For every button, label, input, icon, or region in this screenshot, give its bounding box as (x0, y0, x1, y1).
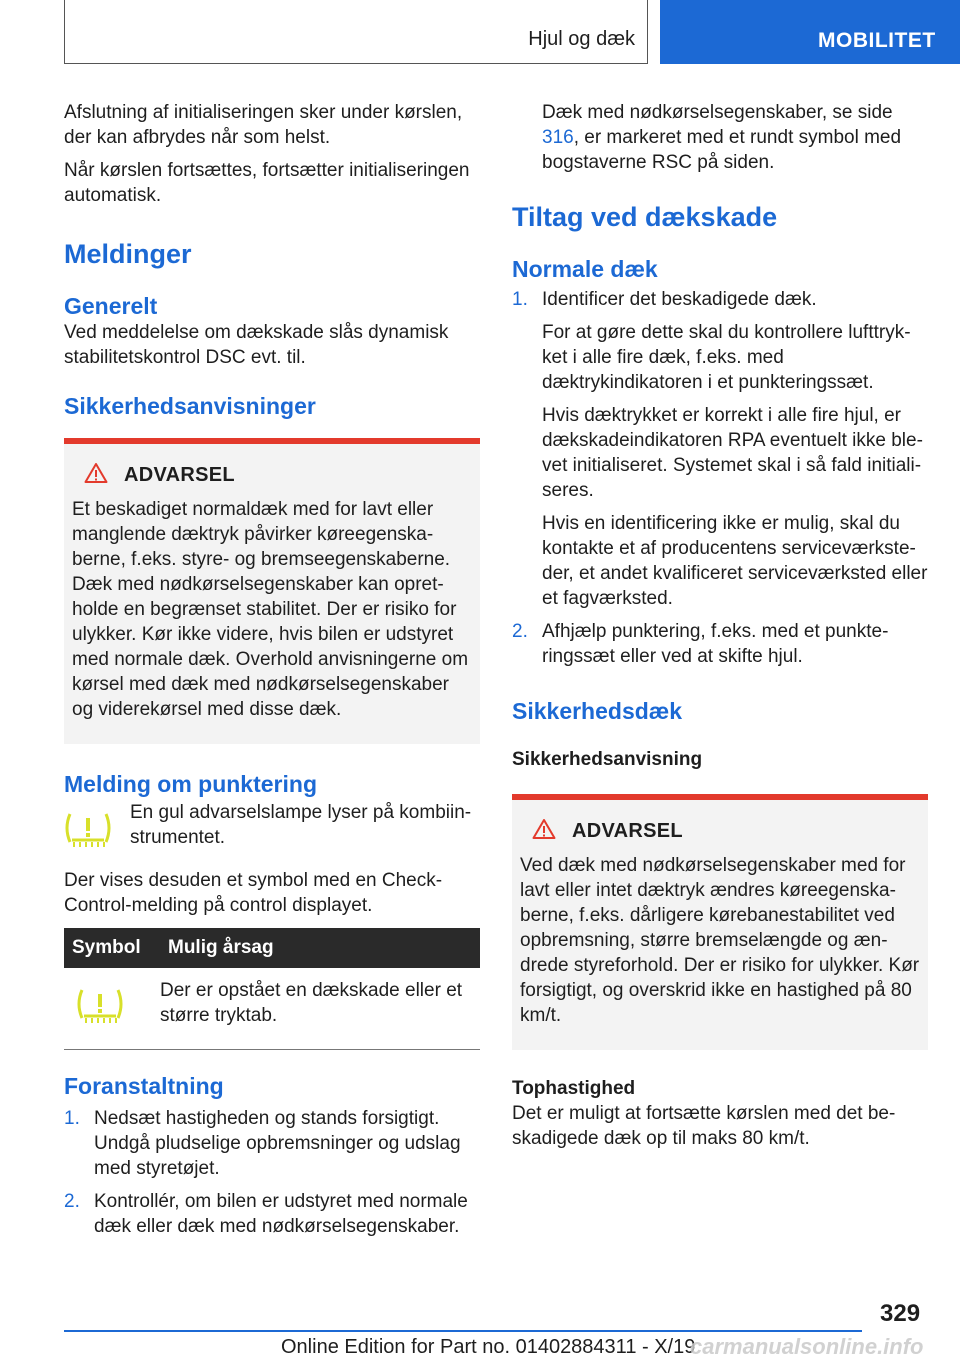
heading-melding-om-punktering: Melding om punktering (64, 771, 317, 797)
symbol-table (64, 928, 480, 1050)
heading-sikkerhedsanvisning: Sikkerhedsanvisning (512, 749, 703, 770)
heading-meldinger: Meldinger (64, 239, 192, 269)
punktering-row (64, 800, 480, 858)
warning-triangle-icon (84, 462, 108, 489)
right-column (512, 100, 928, 1159)
symbol-paragraph: Der vises desuden et symbol med en Check-Control-melding på control displayet. (64, 870, 443, 916)
step-number: 2. (64, 1191, 80, 1212)
rsc-text-pre: Dæk med nødkørselsegenskaber, se side (542, 102, 893, 123)
warning-text: Et beskadiget normaldæk med for lavt eller manglende dæktryk påvirker køreegenskaberne, f.eks. styre- og bremseegenskaberne. Dæk med nødkørselsegenskaber kan opretholde en begrænset stabilitet. Der er risiko for ulykker. Kør ikke videre, hvis bilen er udstyret med normale dæk. Overhold anvisningerne om kørsel med dæk med nødkørselsegenskaber og viderekørsel med disse dæk. (72, 499, 469, 720)
page-reference-link[interactable]: 316 (542, 127, 574, 148)
heading-sikkerhedsdaek: Sikkerhedsdæk (512, 698, 683, 724)
heading-sikkerhedsanvisninger: Sikkerhedsanvisninger (64, 393, 316, 419)
footer-edition: Online Edition for Part no. 01402884311 - X/19 (281, 1336, 696, 1358)
header-section-box (64, 0, 648, 64)
rsc-paragraph (512, 100, 928, 175)
step-subparagraph: Hvis dæktrykket er korrekt i alle fire hjul, er dækskadeindikatoren RPA eventuelt ikke blevet initialiseret. Systemet skal i så fald initialiseres. (542, 405, 923, 501)
list-item (512, 619, 928, 669)
step-number: 1. (64, 1108, 80, 1129)
punktering-paragraph: En gul advarselslampe lyser på kombiinstrumentet. (130, 802, 472, 848)
step-subparagraph: Hvis en identificering ikke er mulig, skal du kontakte et af producentens serviceværksteder, et andet kvalificeret serviceværksted eller et fagværksted. (542, 513, 928, 609)
page-number: 329 (880, 1300, 921, 1327)
footer-divider (64, 1330, 862, 1332)
intro-paragraph-1: Afslutning af initialiseringen sker under kørslen, der kan afbrydes når som helst. (64, 102, 463, 148)
step-number: 1. (512, 289, 528, 310)
heading-foranstaltning: Foranstaltning (64, 1073, 224, 1099)
warning-label: ADVARSEL (572, 820, 683, 842)
warning-text: Ved dæk med nødkørselsegenskaber med for lavt eller intet dæktryk ændres køreegenskaberne, f.eks. dårligere kørebanestabilitet ved opbremsning, større bremselængde og ændrede styreforhold. Der er risiko for ulykker. Kør forsigtigt, og overskrid ikke en hastighed på 80 km/t. (520, 855, 920, 1026)
step-subparagraph: For at gøre dette skal du kontrollere lufttrykket i alle fire dæk, f.eks. med dæktrykindikatoren i et punkteringssæt. (542, 322, 911, 393)
list-item (64, 1189, 480, 1239)
warning-label: ADVARSEL (124, 464, 235, 486)
step-text: Nedsæt hastigheden og stands forsigtigt. Undgå pludselige opbremsninger og udslag med styretøjet. (94, 1108, 461, 1179)
step-text: Afhjælp punktering, f.eks. med et punkteringssæt eller ved at skifte hjul. (542, 621, 889, 667)
header-section-title: Hjul og dæk (528, 28, 635, 50)
generelt-paragraph: Ved meddelelse om dækskade slås dynamisk stabilitetskontrol DSC evt. til. (64, 322, 449, 368)
table-row (64, 968, 480, 1050)
table-header (64, 928, 480, 968)
table-header-symbol: Symbol (72, 937, 141, 958)
heading-tophastighed: Tophastighed (512, 1078, 636, 1099)
tire-pressure-warning-icon (64, 800, 130, 858)
foranstaltning-steps (64, 1106, 480, 1239)
tire-pressure-warning-icon (64, 978, 160, 1031)
list-item (512, 287, 928, 611)
tophastighed-paragraph: Det er muligt at fortsætte kørslen med det beskadigede dæk op til maks 80 km/t. (512, 1103, 896, 1149)
left-column (64, 100, 480, 1247)
warning-header (72, 462, 472, 489)
table-cell-cause: Der er opstået en dækskade eller et større tryktab. (160, 980, 463, 1026)
header-chapter-tab (660, 0, 960, 64)
heading-generelt: Generelt (64, 293, 158, 319)
header-chapter-title: MOBILITET (818, 29, 936, 52)
intro-paragraph-2: Når kørslen fortsættes, fortsætter initialiseringen automatisk. (64, 160, 470, 206)
step-text: Kontrollér, om bilen er udstyret med normale dæk eller dæk med nødkørselsegenskaber. (94, 1191, 468, 1237)
normale-daek-steps (512, 287, 928, 669)
watermark: carmanualsonline.info (690, 1334, 924, 1359)
table-header-cause: Mulig årsag (168, 937, 274, 958)
list-item (64, 1106, 480, 1181)
heading-normale-daek: Normale dæk (512, 256, 658, 282)
step-number: 2. (512, 621, 528, 642)
warning-box-2 (512, 794, 928, 1050)
step-text: Identificer det beskadigede dæk. (542, 289, 817, 310)
warning-box-1 (64, 438, 480, 744)
warning-triangle-icon (532, 818, 556, 845)
heading-tiltag-ved-daekskade: Tiltag ved dækskade (512, 202, 778, 232)
warning-header (520, 818, 920, 845)
rsc-text-post: , er markeret med et rundt symbol med bogstaverne RSC på siden. (542, 127, 902, 173)
